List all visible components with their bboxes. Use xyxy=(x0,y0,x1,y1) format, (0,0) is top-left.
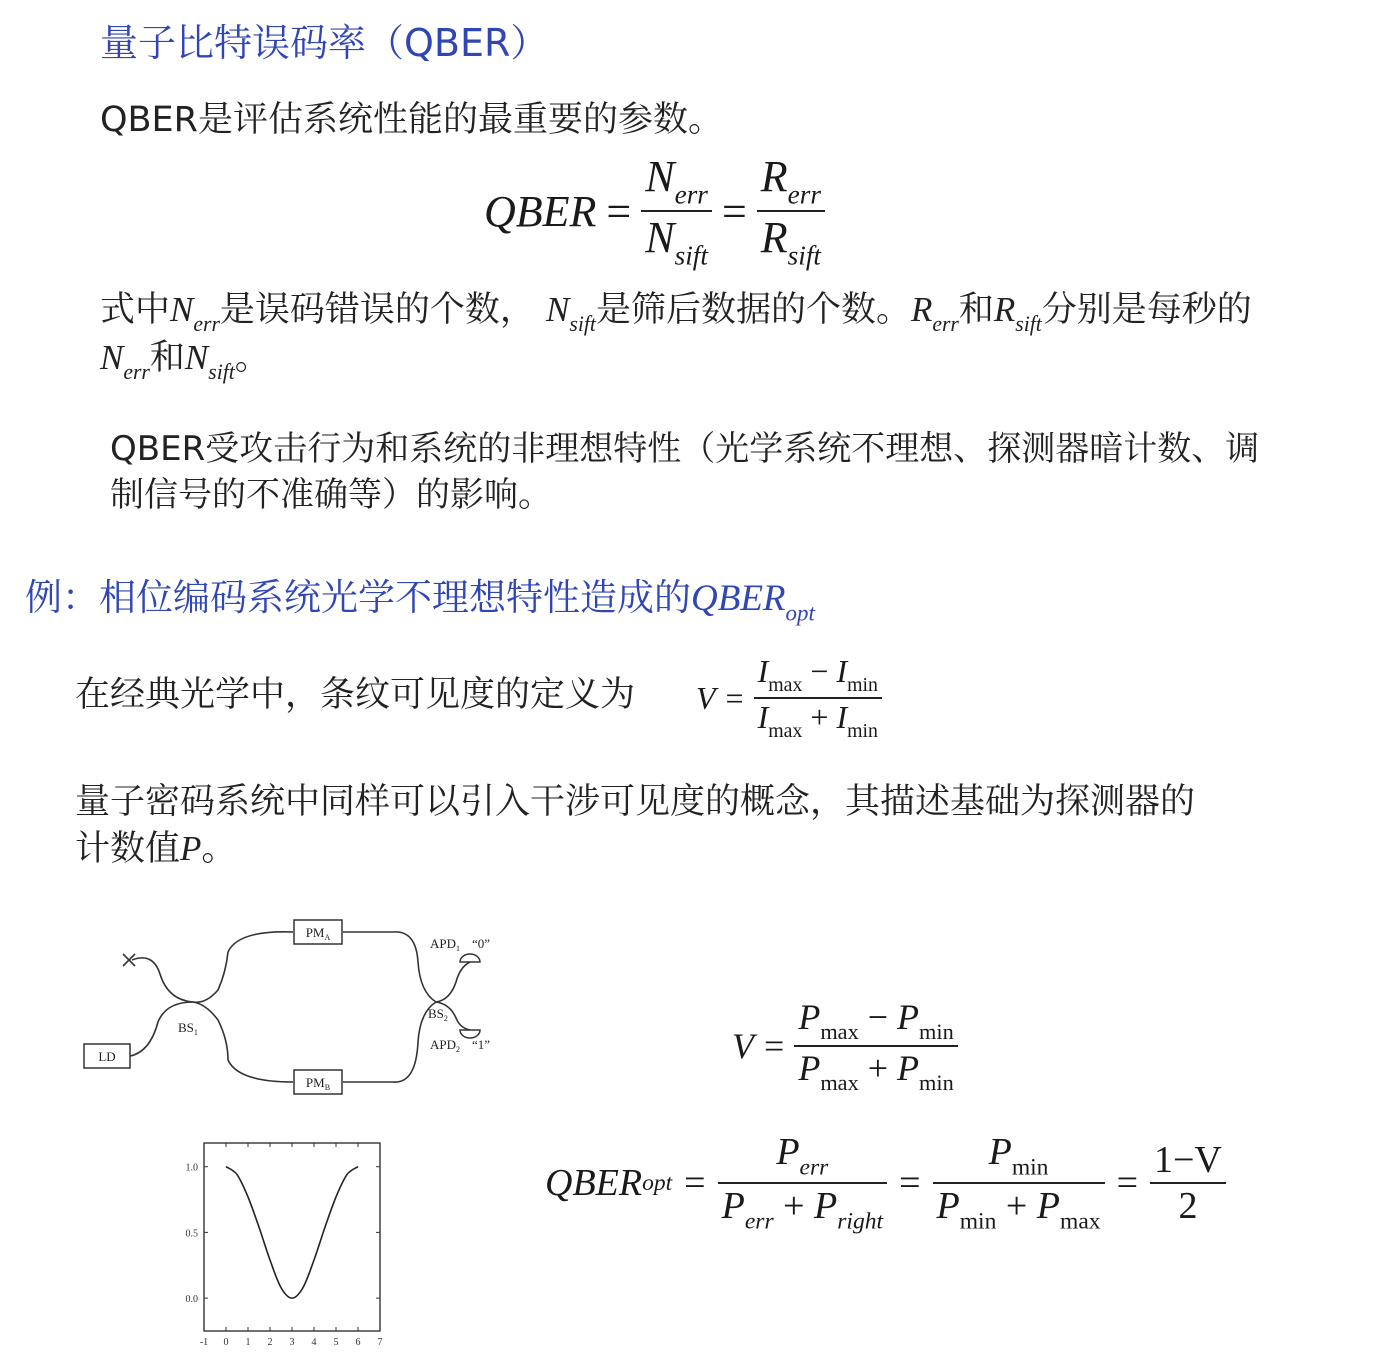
bs2-label: $BS_2$ xyxy=(428,1006,448,1023)
pm-b-label: $PM_B$ xyxy=(305,1075,331,1092)
equals-sign: = xyxy=(721,186,747,236)
y-tick-label: 0.5 xyxy=(185,1228,198,1240)
ld-label: LD xyxy=(98,1049,116,1064)
y-tick-label: 0.0 xyxy=(185,1294,198,1306)
page-title: 量子比特误码率（QBER） xyxy=(100,21,549,65)
example-heading: 例：相位编码系统光学不理想特性造成的$QBER_{opt}$ xyxy=(25,576,815,626)
fraction-p: $\frac{P_{max} - P_{min}}{P_{max} + P_{min}}$ xyxy=(794,996,957,1096)
equals-sign: = xyxy=(606,186,632,236)
quantum-line-2: 计数值P。 xyxy=(75,829,237,869)
visibility-chart xyxy=(170,1135,390,1350)
fraction-r: $\frac{R_{err}}{R_{sift}}$ xyxy=(757,151,825,272)
interferometer-diagram xyxy=(78,912,538,1107)
bs1-label: $BS_1$ xyxy=(178,1020,198,1037)
visibility-curve xyxy=(226,1167,358,1298)
qber-formula xyxy=(484,151,825,271)
pm-a-label: $PM_A$ xyxy=(305,925,331,942)
x-tick-label: 7 xyxy=(377,1337,383,1348)
qber-symbol: QBER xyxy=(484,186,597,236)
influence-line-2: 制信号的不准确等）的影响。 xyxy=(110,475,552,515)
intro-text: QBER是评估系统性能的最重要的参数。 xyxy=(100,100,723,140)
visibility-text: 在经典光学中，条纹可见度的定义为 xyxy=(75,675,636,715)
x-tick-label: 2 xyxy=(267,1337,273,1348)
visibility-formula: V = $\frac{I_{max} - I_{min}}{I_{max} + I_{min}}$ xyxy=(696,648,882,748)
qber-opt-formula: QBER opt = $\frac{P_{err}}{P_{err} + P_{right}}$ = $\frac{P_{min}}{P_{min} + P_{max}}$ = $\frac{1-V}{2}$ xyxy=(545,1128,1226,1238)
influence-line-1: QBER受攻击行为和系统的非理想特性（光学系统不理想、探测器暗计数、调 xyxy=(110,429,1260,469)
fraction-visibility: $\frac{1-V}{2}$ xyxy=(1150,1138,1226,1228)
quantum-line-1: 量子密码系统中同样可以引入干涉可见度的概念，其描述基础为探测器的 xyxy=(75,782,1196,822)
definition-line-1: 式中$N_{err}$是误码错误的个数， $N_{sift}$是筛后数据的个数。$R_{err}$和$R_{sift}$分别是每秒的 xyxy=(100,290,1252,336)
v-p-formula: V = $\frac{P_{max} - P_{min}}{P_{max} + P_{min}}$ xyxy=(732,994,958,1098)
fraction-min: $\frac{P_{min}}{P_{min} + P_{max}}$ xyxy=(933,1130,1105,1235)
fraction-i: $\frac{I_{max} - I_{min}}{I_{max} + I_{min}}$ xyxy=(754,653,882,743)
x-tick-label: 4 xyxy=(311,1337,317,1348)
apd1-label: $APD_1$ “0” xyxy=(430,936,491,953)
y-tick-label: 1.0 xyxy=(185,1162,198,1174)
apd1-detector-icon xyxy=(460,954,480,962)
plot-frame xyxy=(204,1143,380,1331)
x-tick-label: 6 xyxy=(355,1337,361,1348)
fraction-n: $\frac{N_{err}}{N_{sift}}$ xyxy=(641,151,712,272)
x-tick-label: 3 xyxy=(289,1337,295,1348)
x-tick-label: 1 xyxy=(245,1337,251,1348)
x-tick-label: 5 xyxy=(333,1337,339,1348)
apd2-label: $APD_2$ “1” xyxy=(430,1037,491,1054)
x-tick-label: 0 xyxy=(223,1337,229,1348)
definition-line-2: $N_{err}$和$N_{sift}$。 xyxy=(100,338,270,384)
x-tick-label: -1 xyxy=(199,1337,209,1348)
fraction-err: $\frac{P_{err}}{P_{err} + P_{right}}$ xyxy=(718,1130,887,1235)
